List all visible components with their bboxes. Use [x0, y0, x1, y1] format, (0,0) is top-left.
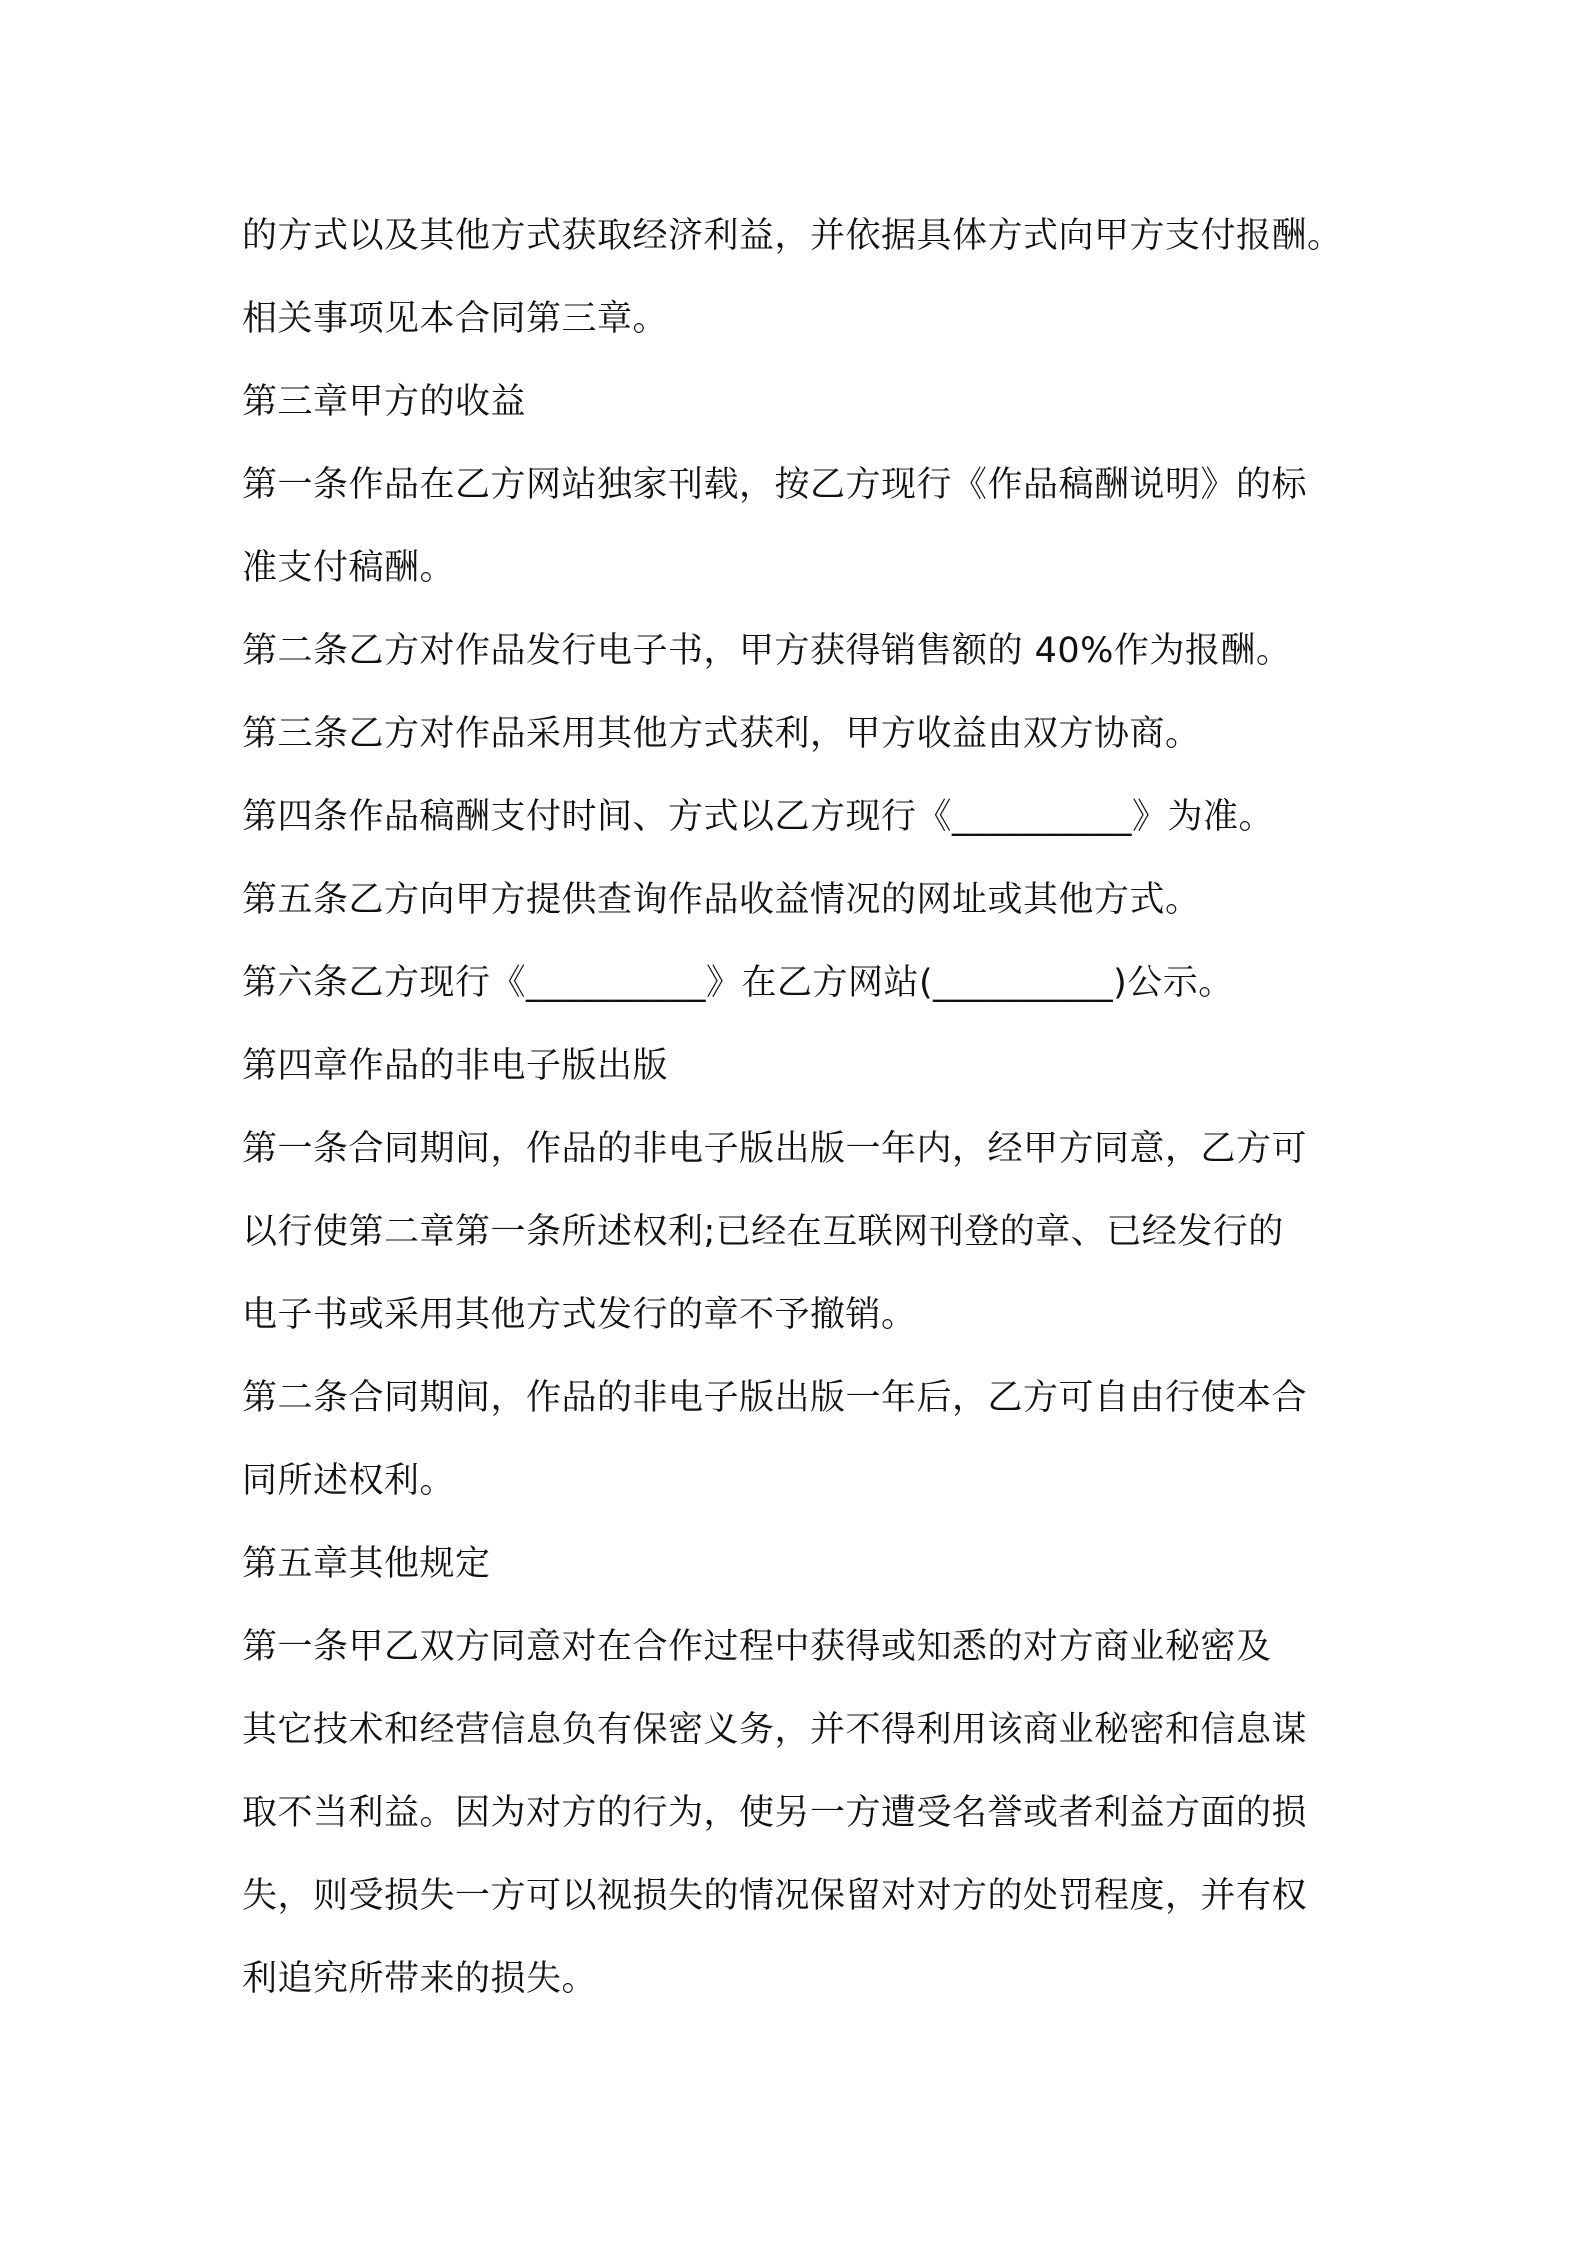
text-line: 相关事项见本合同第三章。 — [242, 299, 669, 339]
text-line: 第二条乙方对作品发行电子书，甲方获得销售额的 40%作为报酬。 — [242, 631, 1292, 671]
text-line: 其它技术和经营信息负有保密义务，并不得利用该商业秘密和信息谋 — [242, 1710, 1308, 1750]
chapter-heading: 第三章甲方的收益 — [242, 382, 527, 422]
text-line: 的方式以及其他方式获取经济利益，并依据具体方式向甲方支付报酬。 — [242, 216, 1343, 256]
text-line: 取不当利益。因为对方的行为，使另一方遭受名誉或者利益方面的损 — [242, 1793, 1308, 1833]
chapter-heading: 第五章其他规定 — [242, 1544, 491, 1584]
text-line: 以行使第二章第一条所述权利;已经在互联网刊登的章、已经发行的 — [242, 1212, 1284, 1252]
text-line: 第二条合同期间，作品的非电子版出版一年后，乙方可自由行使本合 — [242, 1378, 1308, 1418]
text-line: 第一条合同期间，作品的非电子版出版一年内，经甲方同意，乙方可 — [242, 1129, 1308, 1169]
text-line: 准支付稿酬。 — [242, 548, 456, 588]
text-line: 第一条作品在乙方网站独家刊载，按乙方现行《作品稿酬说明》的标 — [242, 465, 1308, 505]
chapter-heading: 第四章作品的非电子版出版 — [242, 1046, 669, 1086]
text-line: 第一条甲乙双方同意对在合作过程中获得或知悉的对方商业秘密及 — [242, 1627, 1272, 1667]
text-line: 第三条乙方对作品采用其他方式获利，甲方收益由双方协商。 — [242, 714, 1201, 754]
text-line: 电子书或采用其他方式发行的章不予撤销。 — [242, 1295, 917, 1335]
text-line: 第五条乙方向甲方提供查询作品收益情况的网址或其他方式。 — [242, 880, 1201, 920]
text-line: 失，则受损失一方可以视损失的情况保留对对方的处罚程度，并有权 — [242, 1876, 1308, 1916]
text-line: 同所述权利。 — [242, 1461, 456, 1501]
document-page — [242, 195, 1412, 2021]
text-line: 第六条乙方现行《__________》在乙方网站(__________)公示。 — [242, 963, 1234, 1003]
text-line: 利追究所带来的损失。 — [242, 1959, 598, 1999]
text-line: 第四条作品稿酬支付时间、方式以乙方现行《__________》为准。 — [242, 797, 1275, 837]
